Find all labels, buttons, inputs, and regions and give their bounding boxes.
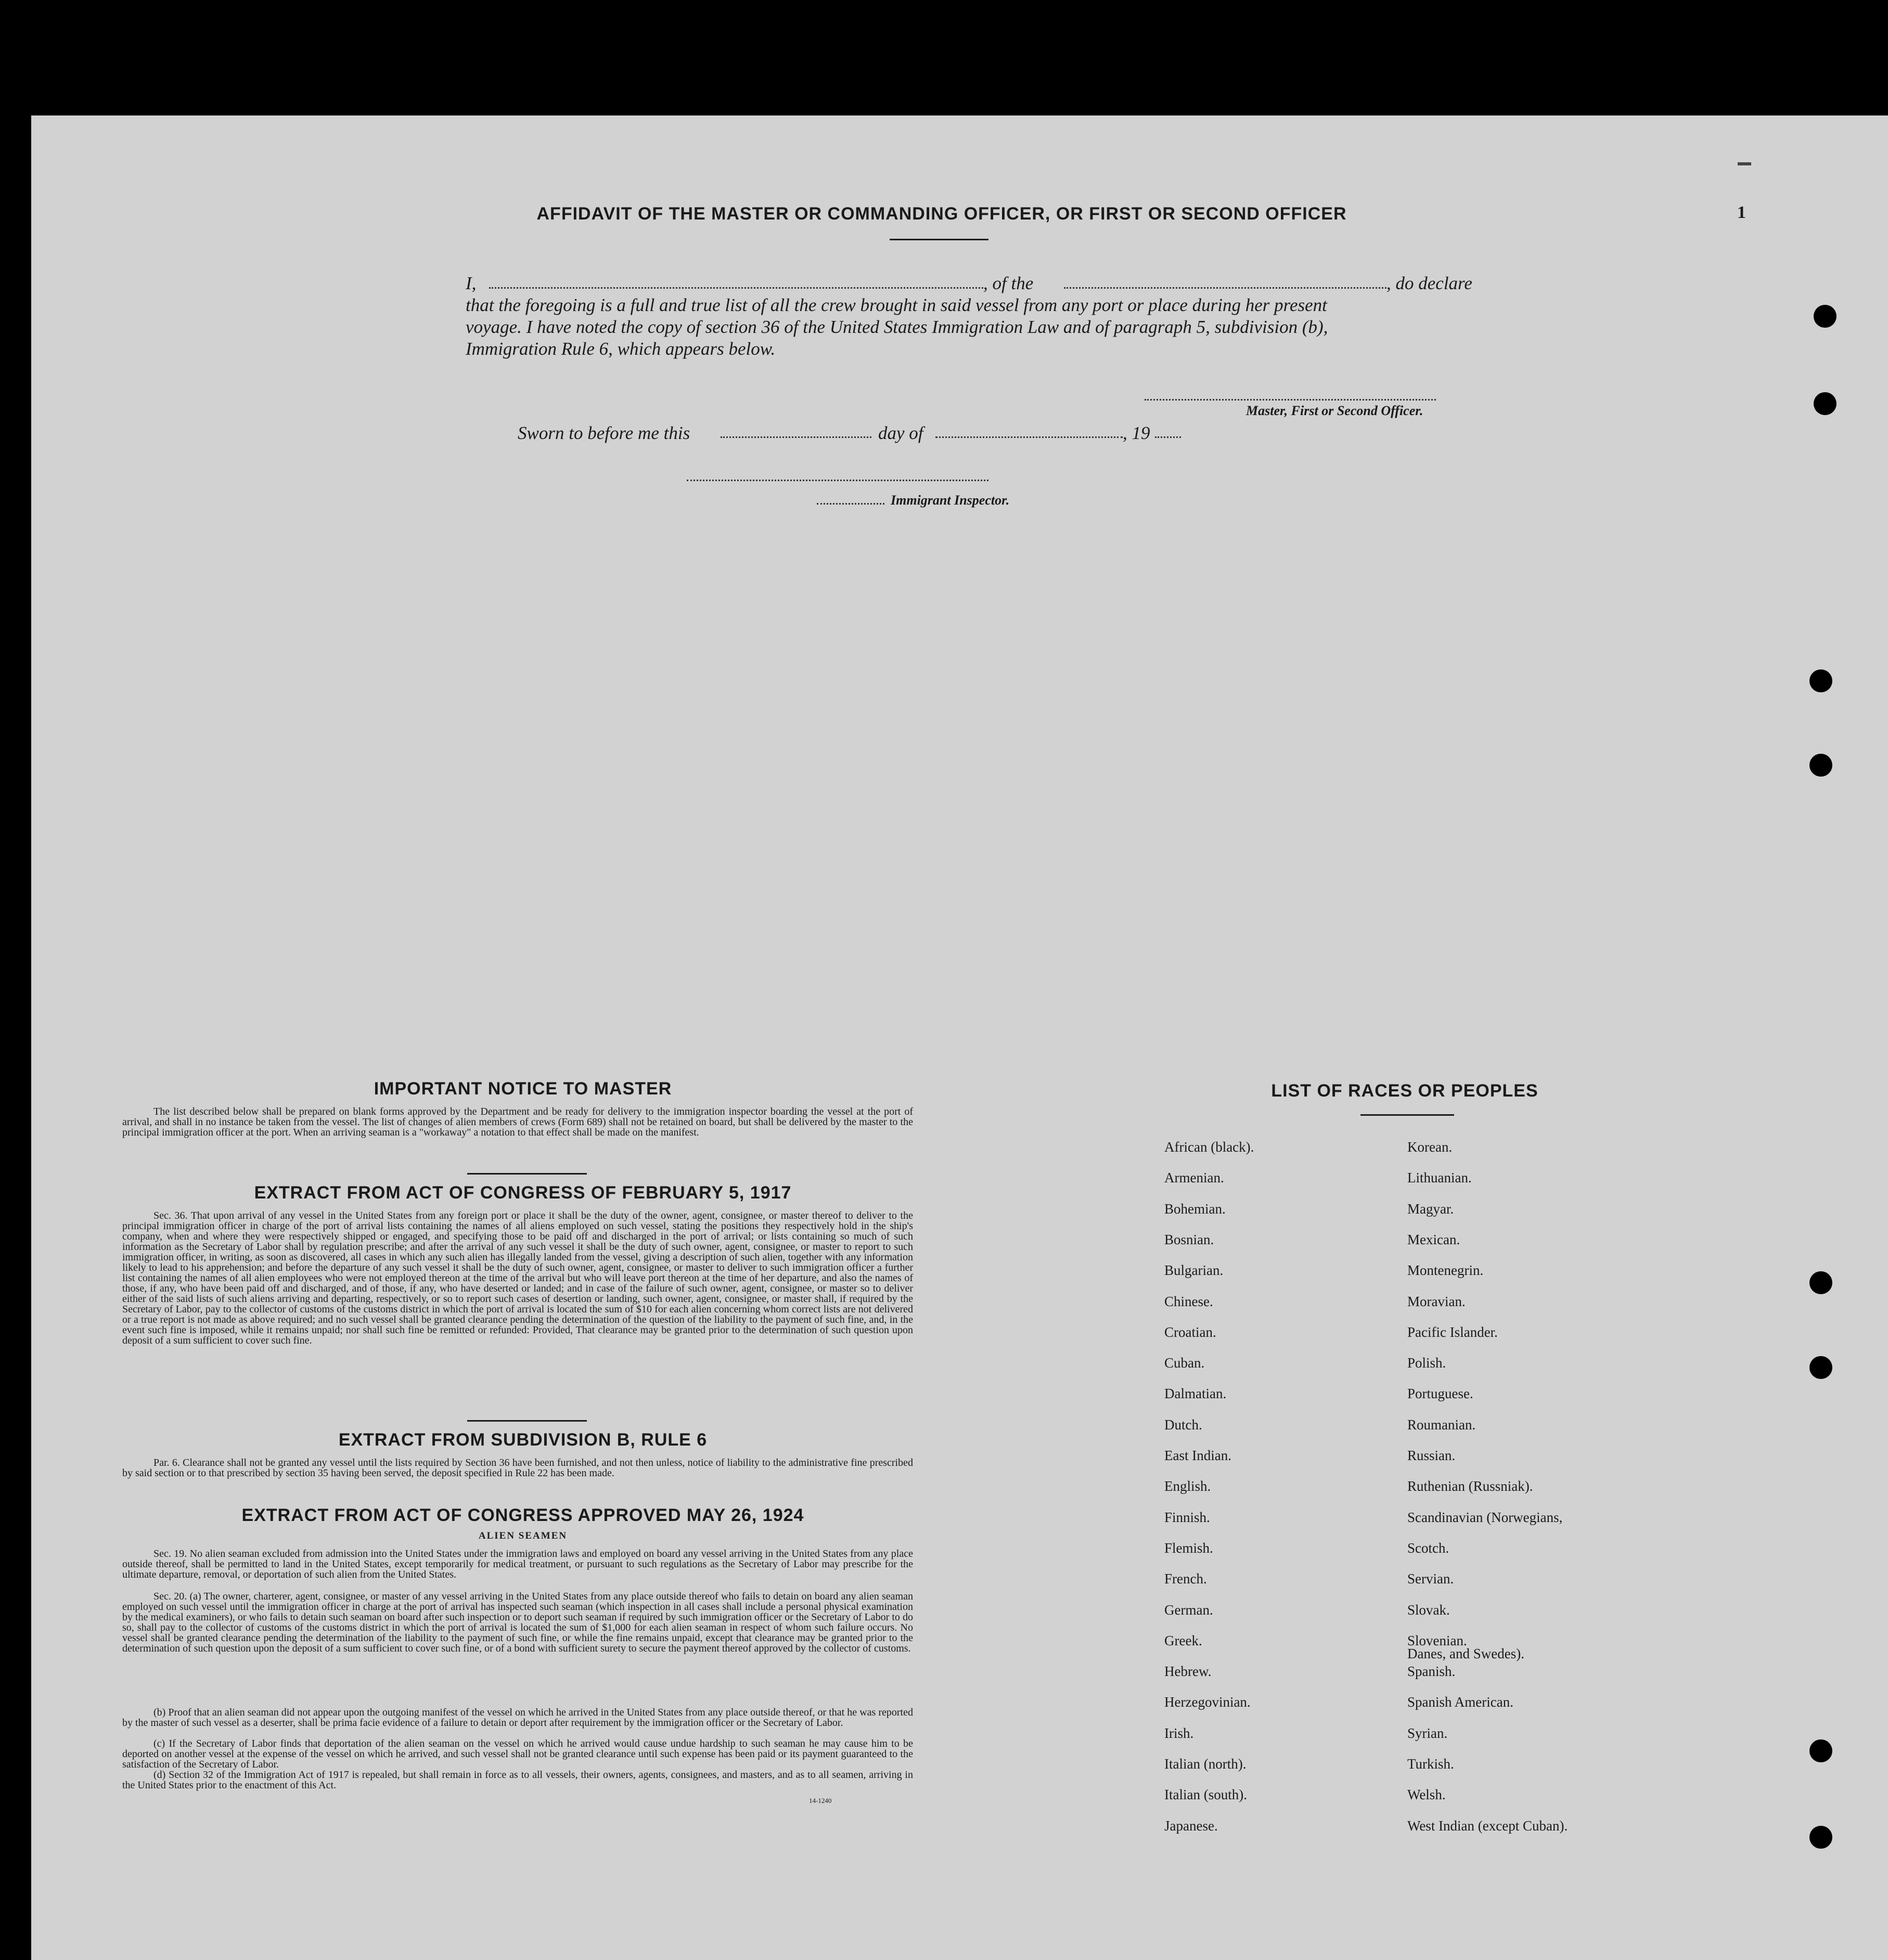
race-item: Italian (north). [1164, 1756, 1247, 1772]
divider-2 [467, 1420, 587, 1422]
title-underline [890, 239, 988, 240]
extract-rule6-text: Par. 6. Clearance shall not be granted any vessel until the lists required by Section 36 have been furnished, and not then unless, notice of liability to the administrative fine prescribed by said section or to that prescribed by section 35 having been served, the deposit specified in Rule 22 has been made. [122, 1457, 913, 1479]
race-item: Scotch. [1407, 1540, 1449, 1556]
punch-hole [1809, 1826, 1832, 1849]
extract-rule6-title: EXTRACT FROM SUBDIVISION B, RULE 6 [338, 1430, 708, 1450]
declaration-line-2: that the foregoing is a full and true list of all the crew brought in said vessel from any port or place during her present [466, 295, 1327, 315]
punch-hole [1809, 1271, 1832, 1294]
race-item: West Indian (except Cuban). [1407, 1818, 1568, 1834]
extract-1917-text: Sec. 36. That upon arrival of any vessel in the United States from any foreign port or place it shall be the duty of the owner, agent, consignee, or master thereof to deliver to the principal immigration officer in charge of the port of arrival lists containing the names of all aliens employed on such vessel, stating the positions they respectively hold in the ship's company, when and where they were respectively shipped or engaged, and specifying those to be paid off and discharged in the port of arrival; or lists containing so much of such information as the Secretary of Labor shall by regulation prescribe; and after the arrival of any such vessel it shall be the duty of such owner, agent, consignee, or master to report to such immigration officer, in writing, as soon as discovered, all cases in which any such alien has illegally landed from the vessel, giving a description of such alien, together with any information likely to lead to his apprehension; and before the departure of any such vessel it shall be the duty of such owner, agent, consignee, or master to deliver to such immigration officer a further list containing the names of all alien employees who were not employed thereon at the time of the arrival but who will leave port thereon at the time of her departure, and also the names of those, if any, who have been paid off and discharged, and of those, if any, who have deserted or landed; and in case of the failure of such owner, agent, consignee, or master so to deliver either of the said lists of such aliens arriving and departing, respectively, or so to report such cases of desertion or landing, such owner, agent, consignee, or master shall, if required by the Secretary of Labor, pay to the collector of customs of the customs district in which the port of arrival is located the sum of $10 for each alien concerning whom correct lists are not delivered or a true report is not made as above required; and no such vessel shall be granted clearance pending the determination of the question of the liability to the payment of such fine, and, in the event such fine is imposed, while it remains unpaid; nor shall such fine be remitted or refunded: Provided, That clearance may be granted prior to the determination of such question upon deposit of a sum sufficient to cover such fine. [122, 1210, 913, 1346]
race-item: French. [1164, 1571, 1207, 1587]
extract-1924-sec20a: Sec. 20. (a) The owner, charterer, agent, consignee, or master of any vessel arriving in the United States from any place outside thereof who fails to detain on board any alien seaman employed on such vessel until the immigration officer in charge at the port of arrival has inspected such seaman (which inspection in all cases shall include a personal physical examination by the medical examiners), or who fails to detain such seaman on board after such inspection or to deport such seaman if required by such immigration officer or the Secretary of Labor to do so, shall pay to the collector of customs of the customs district in which the port of arrival is located the sum of $1,000 for each alien seaman in respect of whom such failure occurs. No vessel shall be granted clearance pending the determination of the liability to the payment of such fine, or while the fine remains unpaid, except that clearance may be granted prior to the determination of such question upon the deposit of a sum sufficient to cover such fine, or of a bond with sufficient surety to secure the payment thereof approved by the collector of customs. [122, 1591, 913, 1654]
race-item: Roumanian. [1407, 1417, 1476, 1433]
inspector-signature-field[interactable] [687, 480, 988, 481]
punch-hole [1814, 305, 1836, 328]
sworn-day-field[interactable] [721, 436, 871, 438]
declaration-line-4: Immigration Rule 6, which appears below. [466, 339, 776, 359]
race-item: Polish. [1407, 1355, 1446, 1371]
race-item: Bulgarian. [1164, 1262, 1224, 1278]
declaration-line-3: voyage. I have noted the copy of section 36 of the United States Immigration Law and of paragraph 5, subdivision (b), [466, 317, 1328, 337]
master-signature-label: Master, First or Second Officer. [1246, 403, 1423, 418]
race-item: Flemish. [1164, 1540, 1213, 1556]
do-declare-label: , do declare [1386, 273, 1472, 293]
inspector-label: Immigrant Inspector. [891, 493, 1010, 508]
corner-smudge [1738, 162, 1751, 165]
race-item: Dutch. [1164, 1417, 1202, 1433]
declarant-label: I, [466, 273, 477, 293]
race-item: Servian. [1407, 1571, 1454, 1587]
race-item: Lithuanian. [1407, 1170, 1472, 1185]
race-scandinavian-cont: Danes, and Swedes). [1407, 1646, 1524, 1661]
race-item: Slovak. [1407, 1602, 1450, 1618]
race-item: Russian. [1407, 1448, 1456, 1463]
punch-hole [1809, 1356, 1832, 1379]
race-item: Finnish. [1164, 1510, 1210, 1525]
race-item: Turkish. [1407, 1756, 1454, 1772]
race-item: Cuban. [1164, 1355, 1205, 1371]
extract-1917-title: EXTRACT FROM ACT OF CONGRESS OF FEBRUARY 5, 1917 [254, 1183, 792, 1203]
notice-text: The list described below shall be prepared on blank forms approved by the Department and be ready for delivery to the immigration inspector boarding the vessel at the port of arrival, and shall in no instance be taken from the vessel. The list of changes of alien members of crews (Form 689) shall not be retained on board, but shall be delivered by the master to the principal immigration officer at the port. When an arriving seaman is a "workaway" a notation to that effect shall be made on the manifest. [122, 1106, 913, 1138]
form-number: 14-1240 [809, 1797, 832, 1804]
race-item: Greek. [1164, 1633, 1202, 1648]
punch-hole [1809, 754, 1832, 777]
extract-1924-sec19: Sec. 19. No alien seaman excluded from admission into the United States under the immigration laws and employed on board any vessel arriving in the United States from any place outside thereof, shall be permitted to land in the United States, except temporarily for medical treatment, or pursuant to such regulations as the Secretary of Labor may prescribe for the ultimate departure, removal, or deportation of such alien from the United States. [122, 1548, 913, 1580]
race-item: Herzegovinian. [1164, 1694, 1251, 1710]
punch-hole [1809, 1739, 1832, 1762]
race-item: Bohemian. [1164, 1201, 1226, 1217]
extract-1924-sec20d: (d) Section 32 of the Immigration Act of 1917 is repealed, but shall remain in force as to all vessels, their owners, agents, consignees, and masters, and as to all seamen, arriving in the United States prior to the enactment of this Act. [122, 1769, 913, 1791]
of-the-label: , of the [983, 273, 1034, 293]
affidavit-title: AFFIDAVIT OF THE MASTER OR COMMANDING OFFICER, OR FIRST OR SECOND OFFICER [536, 204, 1347, 224]
punch-hole [1814, 392, 1836, 415]
master-signature-field[interactable] [1145, 399, 1436, 401]
race-item: Irish. [1164, 1725, 1194, 1741]
declarant-name-field[interactable] [489, 287, 983, 289]
race-item: Slovenian. [1407, 1633, 1467, 1648]
sworn-month-field[interactable] [935, 436, 1123, 438]
page-mark: 1 [1737, 203, 1746, 222]
race-item: Chinese. [1164, 1294, 1213, 1309]
inspector-lead-dots [817, 503, 884, 505]
race-item: Japanese. [1164, 1818, 1218, 1834]
race-item: English. [1164, 1478, 1211, 1494]
extract-1924-sec20c: (c) If the Secretary of Labor finds that deportation of the alien seaman on the vessel on which he arrived would cause undue hardship to such seaman he may cause him to be deported on another vessel at the expense of the vessel on which he arrived, and such vessel shall not be granted clearance until such expense has been paid or its payment guaranteed to the satisfaction of the Secretary of Labor. [122, 1738, 913, 1770]
race-item: Korean. [1407, 1139, 1453, 1155]
punch-hole [1809, 669, 1832, 692]
race-item: Welsh. [1407, 1787, 1446, 1802]
race-item: Moravian. [1407, 1294, 1466, 1309]
races-underline [1360, 1114, 1454, 1116]
race-item: Pacific Islander. [1407, 1324, 1498, 1340]
race-item: Scandinavian (Norwegians, [1407, 1510, 1563, 1525]
race-item: Montenegrin. [1407, 1262, 1484, 1278]
day-of-label: day of [878, 423, 923, 443]
document-page [31, 115, 1888, 1960]
race-item: Bosnian. [1164, 1232, 1214, 1247]
race-item: Portuguese. [1407, 1386, 1473, 1401]
race-item: Syrian. [1407, 1725, 1448, 1741]
race-item: East Indian. [1164, 1448, 1231, 1463]
extract-1924-title: EXTRACT FROM ACT OF CONGRESS APPROVED MAY 26, 1924 [241, 1505, 804, 1525]
vessel-name-field[interactable] [1064, 287, 1386, 289]
race-item: Mexican. [1407, 1232, 1460, 1247]
races-title: LIST OF RACES OR PEOPLES [1271, 1081, 1538, 1101]
sworn-year-field[interactable] [1155, 436, 1181, 438]
race-item: German. [1164, 1602, 1213, 1618]
race-item: Spanish American. [1407, 1694, 1513, 1710]
notice-title: IMPORTANT NOTICE TO MASTER [374, 1079, 672, 1099]
sworn-label: Sworn to before me this [518, 423, 690, 443]
race-item: Armenian. [1164, 1170, 1224, 1185]
race-item: African (black). [1164, 1139, 1254, 1155]
race-item: Dalmatian. [1164, 1386, 1227, 1401]
extract-1924-sec20b: (b) Proof that an alien seaman did not appear upon the outgoing manifest of the vessel on which he arrived in the United States from any place outside thereof, or that he was reported by the master of such vessel as a deserter, shall be prima facie evidence of a failure to detain or deport after requirement by the immigration officer or the Secretary of Labor. [122, 1707, 913, 1729]
race-item: Spanish. [1407, 1664, 1456, 1679]
divider-1 [467, 1173, 587, 1175]
extract-1924-subtitle: ALIEN SEAMEN [478, 1530, 568, 1541]
year-label: , 19 [1123, 423, 1150, 443]
race-item: Ruthenian (Russniak). [1407, 1478, 1533, 1494]
race-item: Croatian. [1164, 1324, 1216, 1340]
race-item: Italian (south). [1164, 1787, 1247, 1802]
race-item: Magyar. [1407, 1201, 1454, 1217]
race-item: Hebrew. [1164, 1664, 1212, 1679]
